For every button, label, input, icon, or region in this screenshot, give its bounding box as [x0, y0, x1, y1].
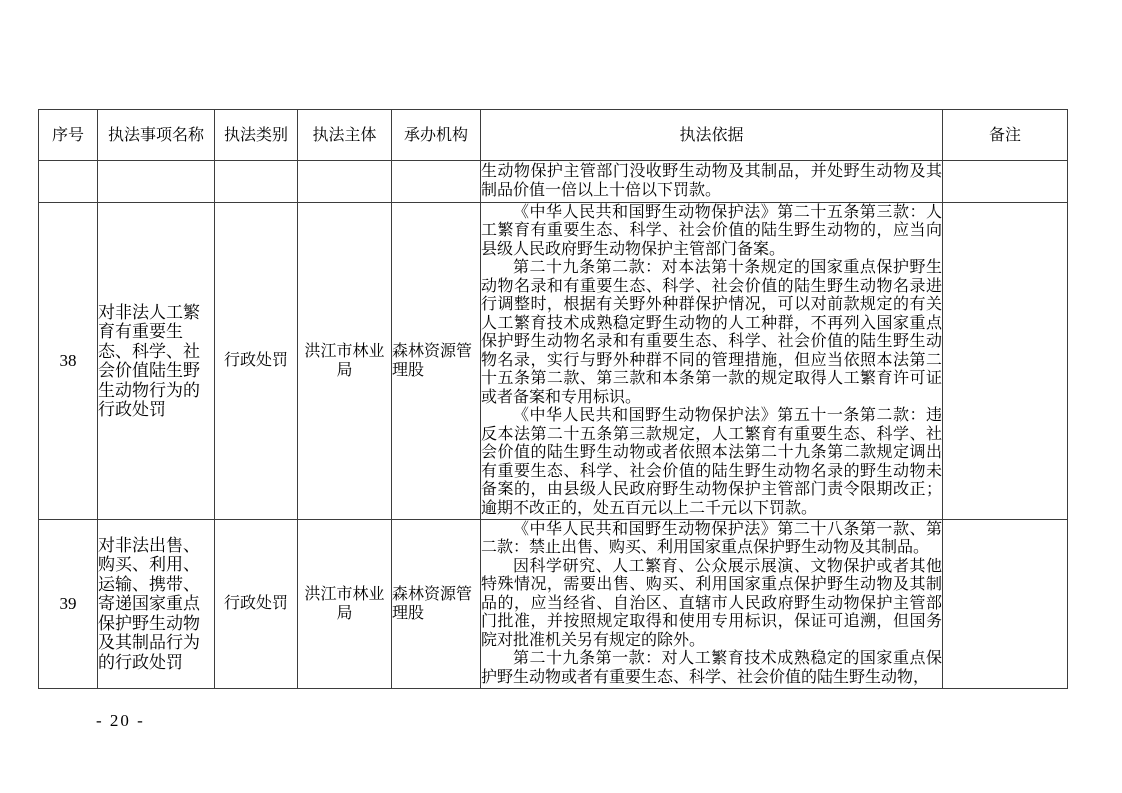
- header-agency: 承办机构: [392, 110, 481, 161]
- seq-cell: 39: [39, 520, 98, 689]
- item-name-cell: 对非法出售、购买、利用、运输、携带、寄递国家重点保护野生动物及其制品行为的行政处罚: [98, 520, 215, 689]
- basis-paragraph: 《中华人民共和国野生动物保护法》第二十五条第三款：人工繁育有重要生态、科学、社会价值的陆生野生动物的，应当向县级人民政府野生动物保护主管部门备案。: [481, 203, 942, 258]
- remark-cell: [943, 203, 1068, 520]
- header-remark: 备注: [943, 110, 1068, 161]
- table-row-39: [39, 520, 1068, 689]
- header-subject: 执法主体: [298, 110, 392, 161]
- page-number: - 20 -: [96, 711, 145, 730]
- header-item-name: 执法事项名称: [98, 110, 215, 161]
- table-header-row: [39, 110, 1068, 161]
- seq-cell: 38: [39, 203, 98, 520]
- header-basis: 执法依据: [481, 110, 943, 161]
- basis-paragraph: 第二十九条第二款：对本法第十条规定的国家重点保护野生动物名录和有重要生态、科学、社会价值的陆生野生动物名录进行调整时，根据有关野外种群保护情况，可以对前款规定的有关人工繁育技术成熟稳定野生动物的人工种群，不再列入国家重点保护野生动物名录和有重要生态、科学、社会价值的陆生野生动物名录，实行与野外种群不同的管理措施，但应当依照本法第二十五条第二款、第三款和本条第一款的规定取得人工繁育许可证或者备案和专用标识。: [481, 259, 942, 406]
- basis-paragraph: 第二十九条第一款：对人工繁育技术成熟稳定的国家重点保护野生动物或者有重要生态、科学、社会价值的陆生野生动物，: [481, 650, 942, 686]
- agency-cell: 森林资源管理股: [392, 203, 481, 520]
- subject-cell: [298, 161, 392, 203]
- basis-paragraph: 生动物保护主管部门没收野生动物及其制品，并处野生动物及其制品价值一倍以上十倍以下罚款。: [481, 163, 942, 199]
- agency-cell: [392, 161, 481, 203]
- basis-paragraph: 因科学研究、人工繁育、公众展示展演、文物保护或者其他特殊情况，需要出售、购买、利用国家重点保护野生动物及其制品的，应当经省、自治区、直辖市人民政府野生动物保护主管部门批准，并按照规定取得和使用专用标识，保证可追溯，但国务院对批准机关另有规定的除外。: [481, 557, 942, 649]
- category-cell: 行政处罚: [215, 520, 298, 689]
- enforcement-items-table: [38, 109, 1068, 689]
- category-cell: [215, 161, 298, 203]
- item-name-cell: [98, 161, 215, 203]
- seq-cell: [39, 161, 98, 203]
- basis-cell: [481, 203, 943, 520]
- basis-cell: [481, 161, 943, 203]
- remark-cell: [943, 161, 1068, 203]
- table-row-continuation: [39, 161, 1068, 203]
- header-seq: 序号: [39, 110, 98, 161]
- basis-paragraph: 《中华人民共和国野生动物保护法》第二十八条第一款、第二款：禁止出售、购买、利用国家重点保护野生动物及其制品。: [481, 520, 942, 557]
- category-cell: 行政处罚: [215, 203, 298, 520]
- item-name-cell: 对非法人工繁育有重要生态、科学、社会价值陆生野生动物行为的行政处罚: [98, 203, 215, 520]
- table-row-38: [39, 203, 1068, 520]
- header-category: 执法类别: [215, 110, 298, 161]
- agency-cell: 森林资源管理股: [392, 520, 481, 689]
- basis-cell: [481, 520, 943, 689]
- remark-cell: [943, 520, 1068, 689]
- subject-cell: 洪江市林业局: [298, 203, 392, 520]
- subject-cell: 洪江市林业局: [298, 520, 392, 689]
- basis-paragraph: 《中华人民共和国野生动物保护法》第五十一条第二款：违反本法第二十五条第三款规定，人工繁育有重要生态、科学、社会价值的陆生野生动物或者依照本法第二十九条第二款规定调出有重要生态、科学、社会价值的陆生野生动物名录的野生动物未备案的，由县级人民政府野生动物保护主管部门责令限期改正；逾期不改正的，处五百元以上二千元以下罚款。: [481, 407, 942, 517]
